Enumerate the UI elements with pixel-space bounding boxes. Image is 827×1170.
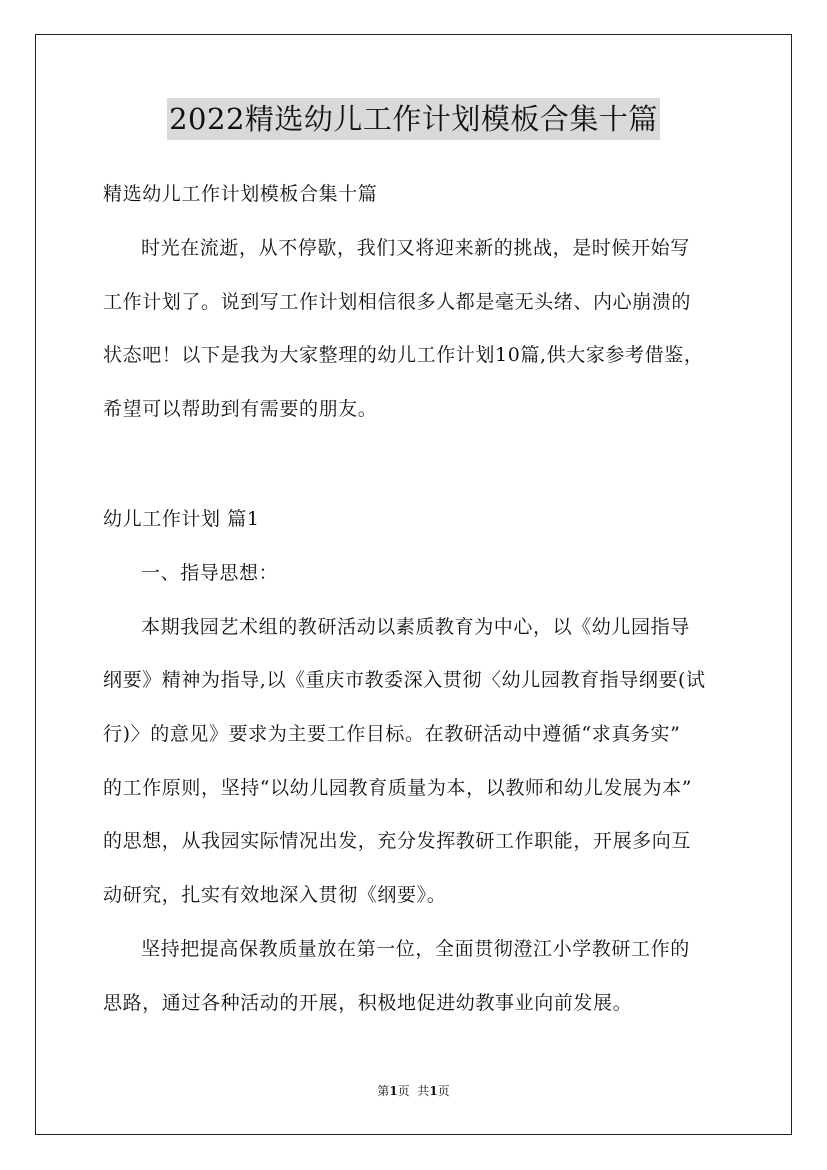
paragraph-line: 动研究，扎实有效地深入贯彻《纲要》。: [103, 884, 447, 906]
paragraph-line: 坚持把提高保教质量放在第一位，全面贯彻澄江小学教研工作的: [141, 938, 690, 960]
paragraph-line: 的工作原则，坚持“以幼儿园教育质量为本，以教师和幼儿发展为本”: [103, 777, 693, 799]
paragraph-line: 的思想，从我园实际情况出发，充分发挥教研工作职能，开展多向互: [103, 830, 692, 852]
page-current: 1: [389, 1084, 398, 1098]
document-title: 2022精选幼儿工作计划模板合集十篇: [167, 98, 660, 140]
paragraph-line: 纲要》精神为指导,以《重庆市教委深入贯彻〈幼儿园教育指导纲要(试: [103, 669, 706, 691]
page-suffix: 页: [437, 1084, 450, 1098]
paragraph-line: 思路，通过各种活动的开展，积极地促进幼教事业向前发展。: [103, 992, 633, 1014]
page-mid: 页 共: [397, 1084, 430, 1098]
page-prefix: 第: [377, 1084, 390, 1098]
page-total: 1: [429, 1084, 438, 1098]
point-heading: 一、指导思想：: [141, 562, 279, 584]
intro-line: 希望可以帮助到有需要的朋友。: [103, 398, 378, 420]
page-footer: [0, 1083, 827, 1099]
paragraph-line: 行)〉的意见》要求为主要工作目标。在教研活动中遵循“求真务实”: [103, 723, 681, 745]
paragraph-line: 本期我园艺术组的教研活动以素质教育为中心，以《幼儿园指导: [141, 616, 690, 638]
section-heading: 幼儿工作计划 篇1: [103, 508, 260, 530]
intro-line: 时光在流逝，从不停歇，我们又将迎来新的挑战，是时候开始写: [141, 237, 690, 259]
title-container: [0, 98, 827, 140]
intro-line: 工作计划了。说到写工作计划相信很多人都是毫无头绪、内心崩溃的: [103, 291, 692, 313]
intro-line: 状态吧！以下是我为大家整理的幼儿工作计划10篇,供大家参考借鉴，: [103, 344, 704, 366]
document-subtitle: 精选幼儿工作计划模板合集十篇: [103, 183, 378, 205]
